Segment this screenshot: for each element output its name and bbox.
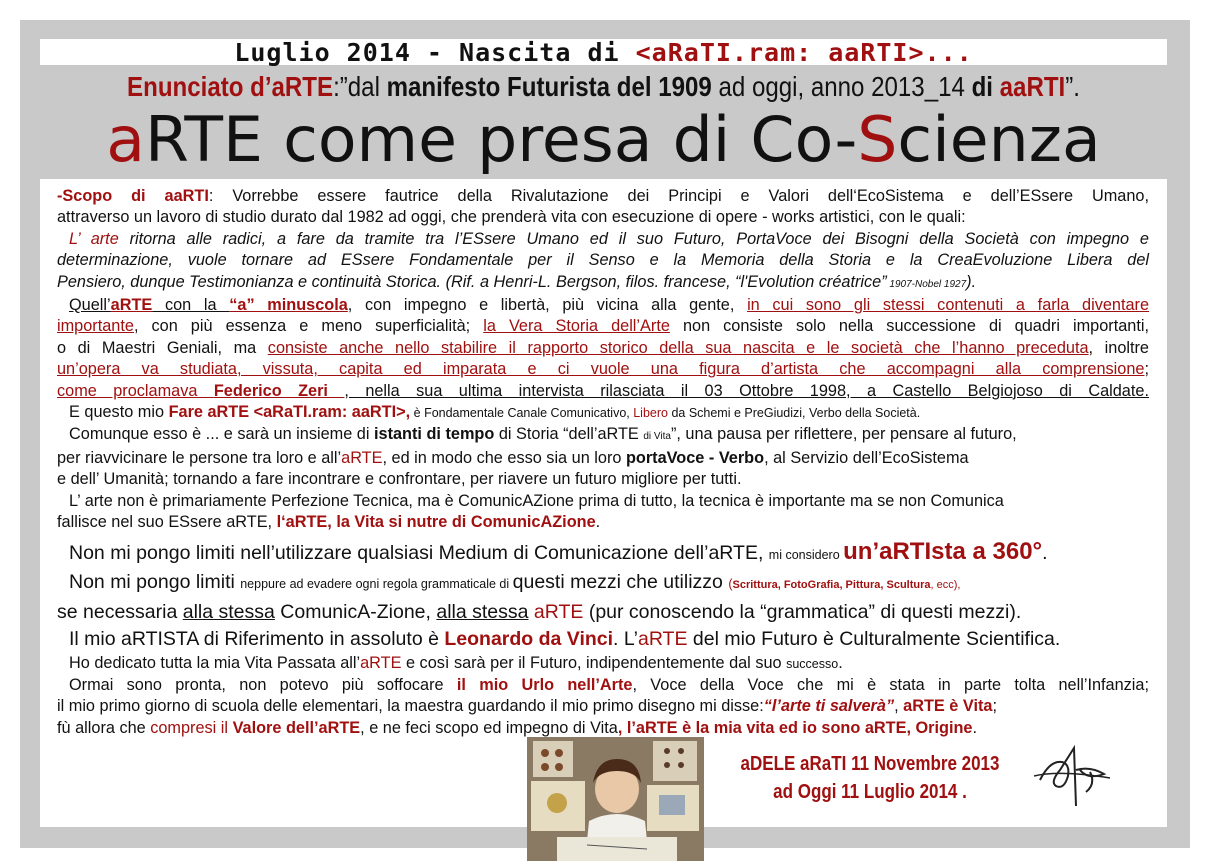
text: Ormai sono pronta, non potevo più soffocare bbox=[69, 675, 457, 694]
text: aRTE bbox=[360, 653, 402, 672]
text: “a” minuscola bbox=[229, 296, 348, 315]
handwritten-signature-icon bbox=[1030, 740, 1115, 810]
paragraph bbox=[57, 381, 1149, 402]
subtitle-brand: aaRTI bbox=[999, 71, 1066, 102]
text: aRTE è Vita bbox=[903, 697, 993, 716]
text: . bbox=[972, 718, 978, 737]
text: , ed in modo che esso sia un loro bbox=[382, 448, 626, 467]
text: Scrittura, FotoGrafia, Pittura, Scultura bbox=[732, 578, 931, 591]
subtitle-label: Enunciato d’aRTE bbox=[127, 71, 334, 102]
signature-line: aDELE aRaTI 11 Novembre 2013 bbox=[740, 753, 1000, 775]
text: , con più essenza e meno superficialità; bbox=[133, 317, 484, 336]
text: con la bbox=[152, 296, 230, 315]
text: Ho dedicato tutta la mia Vita Passata all’ bbox=[69, 653, 361, 672]
paragraph bbox=[57, 229, 1149, 250]
text: : Vorrebbe essere fautrice della Rivalutazione dei Principi e Valori dell‘EcoSistema e dell’ESsere Umano, bbox=[208, 187, 1149, 205]
text: se necessaria bbox=[57, 600, 183, 623]
text: un’opera va studiata, vissuta, capita ed imparata e ci vuole una figura d’artista che accompagni alla comprensione bbox=[57, 360, 1145, 379]
text: ( bbox=[728, 576, 733, 591]
page-title bbox=[29, 100, 1179, 180]
text: un’aRTIsta a 360° bbox=[843, 537, 1043, 565]
text: da Schemi e PreGiudizi, Verbo della Società. bbox=[667, 406, 921, 421]
text: Libero bbox=[633, 406, 668, 421]
paragraph bbox=[57, 538, 1149, 569]
text: Fare aRTE <aRaTI.ram: aaRTI>, bbox=[168, 403, 411, 422]
text: . L’ bbox=[613, 627, 638, 650]
text: “l’arte ti salverà” bbox=[763, 697, 895, 716]
text: determinazione, vuole tornare ad ESsere Fondamentale per il Senso e la Memoria della Storia e la CreaEvoluzione Libera del bbox=[57, 251, 1149, 270]
text: questi mezzi che utilizzo bbox=[512, 570, 729, 593]
text: , e ne feci scopo ed impegno di Vita bbox=[360, 718, 618, 737]
text: L’ arte bbox=[69, 229, 119, 248]
paragraph bbox=[57, 295, 1149, 316]
title-part: a bbox=[106, 103, 146, 176]
text: la Vera Storia dell’Arte bbox=[483, 317, 670, 336]
text: , ecc), bbox=[930, 578, 961, 591]
text: . bbox=[838, 653, 843, 672]
scope-label: -Scopo di aaRTI bbox=[57, 187, 209, 205]
paragraph bbox=[57, 675, 1149, 696]
text: importante bbox=[57, 317, 134, 336]
text: , l’aRTE è la mia vita ed io sono aRTE, Origine bbox=[617, 718, 973, 737]
text: alla stessa bbox=[436, 600, 529, 623]
text: del mio Futuro è Culturalmente Scientifica. bbox=[687, 627, 1061, 650]
text: aRTE bbox=[110, 296, 153, 315]
title-part: cienza bbox=[897, 103, 1101, 176]
text: fallisce nel suo ESsere aRTE, bbox=[57, 513, 277, 532]
paragraph bbox=[57, 316, 1149, 337]
childhood-photo bbox=[527, 737, 704, 861]
text: successo bbox=[786, 656, 839, 671]
text: portaVoce - Verbo bbox=[625, 448, 765, 467]
paragraph bbox=[57, 512, 1149, 533]
paragraph bbox=[57, 402, 1149, 424]
paragraph bbox=[57, 250, 1149, 271]
text: l‘aRTE, la Vita si nutre di ComunicAZione bbox=[276, 513, 596, 532]
text: 1907- bbox=[886, 278, 915, 290]
text: o di Maestri Geniali, ma bbox=[57, 338, 268, 357]
text: , Voce della Voce che mi è stata in parte tolta nell’Infanzia; bbox=[632, 675, 1149, 694]
text: per riavvicinare le persone tra loro e all’ bbox=[57, 448, 342, 467]
paragraph bbox=[57, 599, 1149, 626]
subtitle-manifesto: manifesto Futurista del 1909 bbox=[386, 71, 712, 102]
text: Pensiero, dunque Testimonianza e continuità Storica. (Rif. a Henri-L. Bergson, filos. francese, “l'Evolution créatrice” bbox=[57, 272, 887, 291]
text: attraverso un lavoro di studio durato dal 1982 ad oggi, che prenderà vita con esecuzione di opere - works artistici, con le quali: bbox=[57, 208, 966, 227]
text: , inoltre bbox=[1088, 338, 1149, 357]
text: istanti di tempo bbox=[374, 425, 495, 444]
text: Non mi pongo limiti nell’utilizzare qualsiasi Medium di Comunicazione dell’aRTE, bbox=[69, 541, 769, 564]
text: ”, una pausa per riflettere, per pensare al futuro, bbox=[670, 425, 1017, 444]
text: di Storia “dell’aRTE bbox=[494, 425, 644, 444]
subtitle-text: ”. bbox=[1065, 71, 1080, 102]
paragraph bbox=[57, 424, 1149, 447]
text: E questo mio bbox=[69, 403, 169, 422]
paragraph bbox=[57, 207, 1149, 228]
text: Quell’ bbox=[69, 296, 111, 315]
text: (pur conoscendo la “grammatica” di questi mezzi). bbox=[583, 600, 1022, 623]
banner-text: Luglio 2014 - Nascita di bbox=[234, 38, 636, 67]
subtitle bbox=[119, 70, 1088, 104]
author-signature-text bbox=[726, 750, 1015, 806]
subtitle-text: ad oggi, anno 2013_14 bbox=[711, 71, 972, 102]
paragraph bbox=[57, 359, 1149, 380]
banner-brand: <aRaTI.ram: aaRTI>... bbox=[635, 38, 973, 67]
text: compresi il bbox=[150, 718, 233, 737]
text: ). bbox=[966, 272, 977, 291]
paragraph bbox=[57, 569, 1149, 599]
text: neppure ad evadere ogni regola grammaticale di bbox=[240, 576, 513, 591]
text: è Fondamentale Canale Comunicativo, bbox=[410, 406, 634, 421]
text: ComunicA-Zione, bbox=[274, 600, 437, 623]
text: ; bbox=[992, 697, 997, 716]
text: il mio Urlo nell’Arte bbox=[456, 675, 633, 694]
text: Nobel 1927 bbox=[915, 278, 967, 290]
text: e così sarà per il Futuro, indipendentemente dal suo bbox=[401, 653, 787, 672]
paragraph bbox=[57, 491, 1149, 512]
text: non consiste solo nella successione di quadri importanti, bbox=[669, 317, 1149, 336]
text: aRTE bbox=[341, 448, 383, 467]
subtitle-text: :”dal bbox=[333, 71, 387, 102]
text: Comunque esso è ... e sarà un insieme di bbox=[69, 425, 374, 444]
subtitle-text: di bbox=[971, 71, 1000, 102]
title-part: S bbox=[857, 103, 898, 176]
text: , bbox=[894, 697, 904, 716]
paragraph bbox=[57, 626, 1149, 653]
paragraph bbox=[57, 469, 1149, 490]
date-banner bbox=[40, 39, 1167, 65]
text: . bbox=[1042, 541, 1048, 564]
paragraph bbox=[57, 272, 1149, 295]
text: mi considero bbox=[768, 547, 844, 562]
text: e dell’ Umanità; tornando a fare incontrare e confrontare, per riavere un futuro migliore per tutti. bbox=[57, 470, 742, 489]
text: . bbox=[595, 513, 601, 532]
paragraph bbox=[57, 448, 1149, 469]
text: ritorna alle radici, a fare da tramite tra l’ESsere Umano ed il suo Futuro, PortaVoce dei Bisogni della Società con impegno e bbox=[118, 229, 1149, 248]
title-part: RTE come presa di Co- bbox=[145, 103, 858, 176]
text: consiste anche nello stabilire il rapporto storico della sua nascita e le società che l’hanno preceduta bbox=[267, 338, 1089, 357]
text: fù allora che bbox=[57, 718, 151, 737]
text: aRTE bbox=[533, 600, 584, 623]
paragraph bbox=[57, 653, 1149, 675]
text: alla stessa bbox=[182, 600, 275, 623]
text: Federico Zeri bbox=[213, 381, 345, 400]
text: ; bbox=[1144, 360, 1149, 379]
text: aRTE bbox=[637, 627, 688, 650]
manifesto-body bbox=[57, 186, 1149, 739]
text: in cui sono gli stessi contenuti a farla diventare bbox=[747, 296, 1150, 315]
paragraph bbox=[57, 718, 1149, 739]
photo-illustration bbox=[527, 737, 704, 861]
paragraph bbox=[57, 696, 1149, 717]
signature-line: ad Oggi 11 Luglio 2014 . bbox=[773, 781, 967, 803]
text: di Vita bbox=[643, 431, 671, 443]
text: Il mio aRTISTA di Riferimento in assoluto è bbox=[69, 627, 445, 650]
text: Non mi pongo limiti bbox=[69, 570, 241, 593]
paragraph bbox=[57, 338, 1149, 359]
text: , con impegno e libertà, più vicina alla gente, bbox=[347, 296, 748, 315]
text: , nella sua ultima intervista rilasciata il 03 Ottobre 1998, a Castello Belgiojoso di Caldate. bbox=[344, 381, 1149, 400]
text: il mio primo giorno di scuola delle elementari, la maestra guardando il mio primo disegno mi disse: bbox=[57, 697, 764, 716]
paragraph bbox=[57, 186, 1149, 207]
text: Valore dell’aRTE bbox=[232, 718, 361, 737]
text: Leonardo da Vinci bbox=[444, 627, 614, 650]
text: , al Servizio dell’EcoSistema bbox=[764, 448, 969, 467]
text: come proclamava bbox=[57, 381, 214, 400]
text: L’ arte non è primariamente Perfezione Tecnica, ma è ComunicAZione prima di tutto, la tecnica è importante ma se non Comunica bbox=[69, 491, 1004, 510]
